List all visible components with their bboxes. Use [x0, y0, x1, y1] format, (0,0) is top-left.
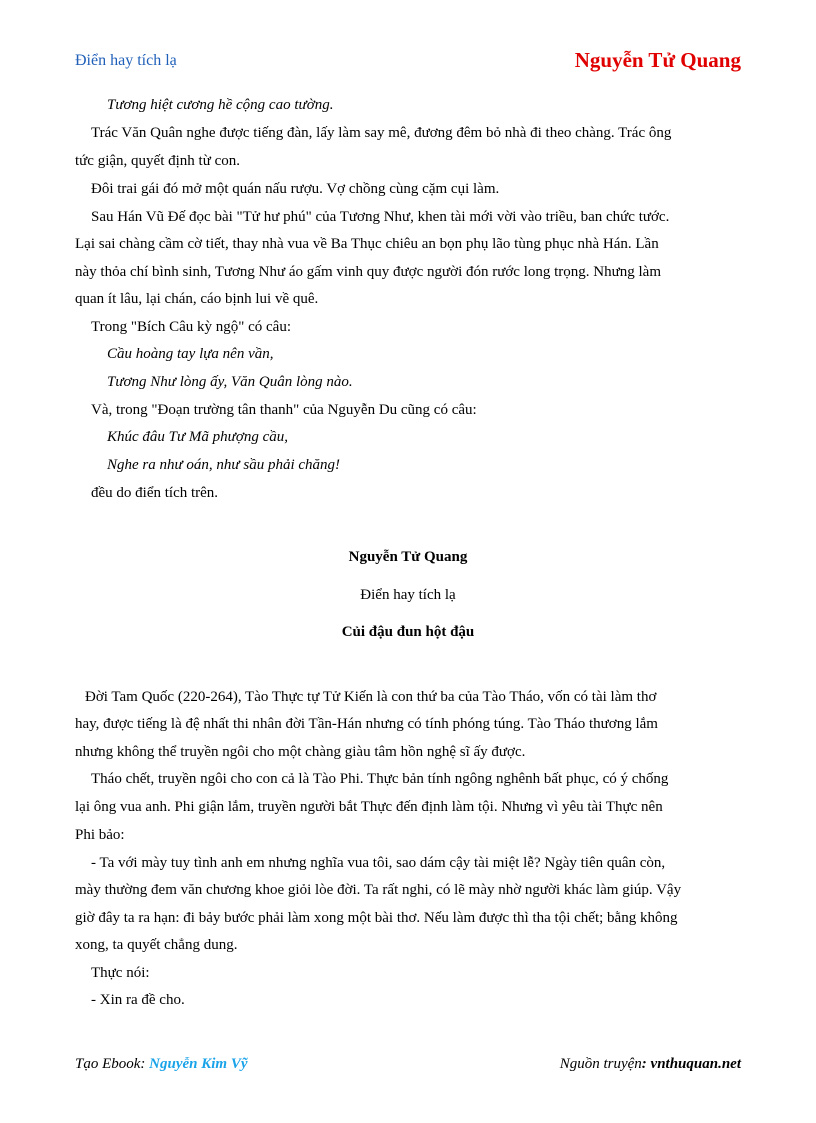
section-author: Nguyễn Tử Quang	[348, 549, 468, 565]
header-author: Nguyễn Tử Quang	[574, 48, 741, 72]
header-book-title: Điển hay tích lạ	[75, 52, 177, 69]
dialogue-line: - Xin ra đề cho.	[91, 992, 185, 1008]
paragraph-line: quan ít lâu, lại chán, cáo bịnh lui về quê.	[75, 291, 319, 307]
paragraph-line: Trác Văn Quân nghe được tiếng đàn, lấy làm say mê, đương đêm bỏ nhà đi theo chàng. Trác ông	[91, 125, 672, 141]
poem-line: Tương hiệt cương hề cộng cao tường.	[107, 97, 334, 113]
paragraph-line: tức giận, quyết định từ con.	[75, 153, 240, 169]
paragraph-line: Trong "Bích Câu kỳ ngộ" có câu:	[91, 319, 292, 335]
paragraph-line: Đời Tam Quốc (220-264), Tào Thực tự Tử Kiến là con thứ ba của Tào Tháo, vốn có tài làm thơ	[85, 689, 657, 705]
section-book: Điển hay tích lạ	[360, 587, 456, 603]
paragraph-line: lại ông vua anh. Phi giận lắm, truyền người bắt Thực đến định làm tội. Nhưng vì yêu tài Thực nên	[75, 799, 663, 815]
paragraph-line: giờ đây ta ra hạn: đi bảy bước phải làm xong một bài thơ. Nếu làm được thì tha tội chết; bằng không	[75, 910, 678, 926]
footer-ebook-credit	[75, 1056, 248, 1073]
paragraph-line: Và, trong "Đoạn trường tân thanh" của Nguyễn Du cũng có câu:	[91, 402, 477, 418]
paragraph-line: xong, ta quyết chẳng dung.	[75, 937, 238, 953]
footer-source-credit	[560, 1056, 741, 1073]
footer-source-sep: :	[641, 1056, 651, 1072]
paragraph-line: Đôi trai gái đó mở một quán nấu rượu. Vợ chồng cùng cặm cụi làm.	[91, 181, 500, 197]
poem-line: Nghe ra như oán, như sầu phải chăng!	[107, 457, 341, 473]
footer-source-label: Nguồn truyện	[559, 1056, 642, 1072]
section-title: Củi đậu đun hột đậu	[341, 624, 475, 640]
paragraph-line: Lại sai chàng cầm cờ tiết, thay nhà vua về Ba Thục chiêu an bọn phụ lão tùng phục nhà Hán. Lần	[75, 236, 659, 252]
paragraph-line: Sau Hán Vũ Đế đọc bài "Tử hư phú" của Tương Như, khen tài mới vời vào triều, ban chức tước.	[91, 209, 670, 225]
poem-line: Tương Như lòng ấy, Văn Quân lòng nào.	[107, 374, 353, 390]
paragraph-line: đều do điển tích trên.	[91, 485, 219, 501]
dialogue-line: - Ta với mày tuy tình anh em nhưng nghĩa vua tôi, sao dám cậy tài miệt lễ? Ngày tiên quân còn,	[91, 855, 666, 871]
paragraph-line: Tháo chết, truyền ngôi cho con cả là Tào Phi. Thực bản tính ngông nghênh bất phục, có ý chống	[91, 771, 669, 787]
paragraph-line: Thực nói:	[91, 965, 150, 981]
footer-ebook-name: Nguyễn Kim Vỹ	[149, 1056, 248, 1072]
paragraph-line: Phi bảo:	[75, 827, 125, 843]
poem-line: Cầu hoàng tay lựa nên vần,	[107, 346, 274, 362]
paragraph-line: mày thường đem văn chương khoe giỏi lòe đời. Ta rất nghi, có lẽ mày nhờ người khác làm giúp. Vậy	[75, 882, 682, 898]
paragraph-line: nhưng không thể truyền ngôi cho một chàng giàu tâm hồn nghệ sĩ ấy được.	[75, 744, 526, 760]
poem-line: Khúc đâu Tư Mã phượng cầu,	[107, 429, 289, 445]
footer-ebook-sep: :	[140, 1056, 150, 1072]
footer-source-site: vnthuquan.net	[650, 1056, 741, 1072]
paragraph-line: này thỏa chí bình sinh, Tương Như áo gấm vinh quy được người đón rước long trọng. Nhưng làm	[75, 264, 661, 280]
paragraph-line: hay, được tiếng là đệ nhất thi nhân đời Tần-Hán nhưng có tính phóng túng. Tào Tháo thương lắm	[75, 716, 658, 732]
footer-ebook-label: Tạo Ebook	[75, 1056, 141, 1072]
